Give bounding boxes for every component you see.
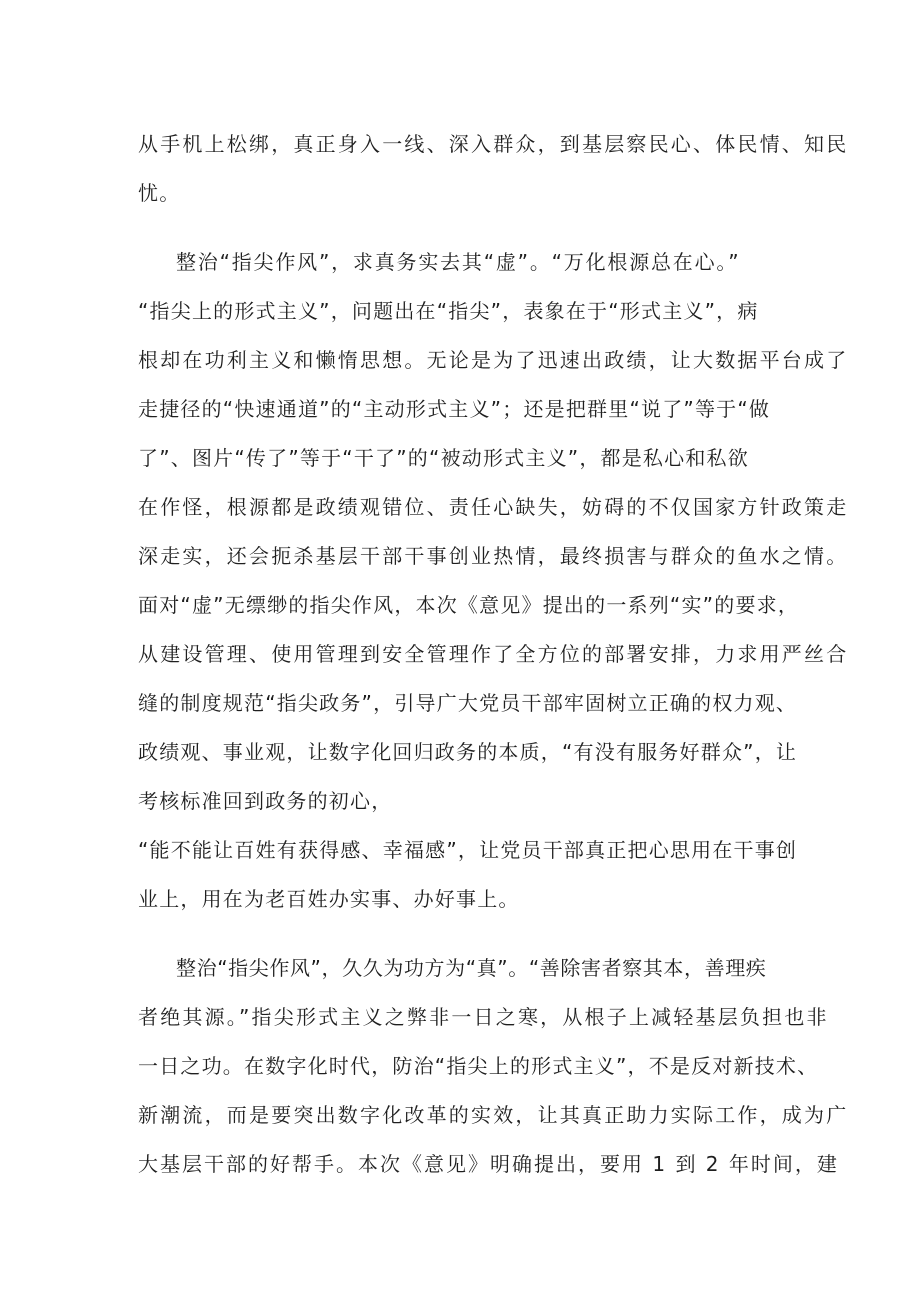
text-line-5: 根却在功利主义和懒惰思想。无论是为了迅速出政绩，让大数据平台成了	[138, 348, 849, 372]
text-line-6: 走捷径的“快速通道”的“主动形式主义”；还是把群里“说了”等于“做	[138, 397, 771, 421]
text-line-1: 从手机上松绑，真正身入一线、深入群众，到基层察民心、体民情、知民	[138, 132, 849, 156]
text-line-20: 新潮流，而是要突出数字化改革的实效，让其真正助力实际工作，成为广	[138, 1103, 849, 1127]
text-line-3: 整治“指尖作风”，求真务实去其“虚”。“万化根源总在心。”	[176, 250, 741, 274]
text-line-13: 政绩观、事业观，让数字化回归政务的本质，“有没有服务好群众”，让	[138, 740, 798, 764]
text-line-14: 考核标准回到政务的初心，	[138, 789, 393, 813]
text-line-15: “能不能让百姓有获得感、幸福感”，让党员干部真正把心思用在干事创	[138, 838, 798, 862]
text-line-9: 深走实，还会扼杀基层干部干事创业热情，最终损害与群众的鱼水之情。	[138, 544, 849, 568]
text-line-11: 从建设管理、使用管理到安全管理作了全方位的部署安排，力求用严丝合	[138, 642, 849, 666]
text-line-16: 业上，用在为老百姓办实事、办好事上。	[138, 887, 520, 911]
text-line-19: 一日之功。在数字化时代，防治“指尖上的形式主义”，不是反对新技术、	[138, 1054, 819, 1078]
text-line-4: “指尖上的形式主义”，问题出在“指尖”，表象在于“形式主义”，病	[138, 299, 759, 323]
text-line-7: 了”、图片“传了”等于“干了”的“被动形式主义”，都是私心和私欲	[138, 446, 749, 470]
text-line-10: 面对“虚”无缥缈的指尖作风，本次《意见》提出的一系列“实”的要求，	[138, 593, 800, 617]
text-line-12: 缝的制度规范“指尖政务”，引导广大党员干部牢固树立正确的权力观、	[138, 691, 798, 715]
text-line-21: 大基层干部的好帮手。本次《意见》明确提出，要用 1 到 2 年时间，建	[138, 1152, 839, 1176]
text-line-2: 忧。	[138, 181, 181, 205]
text-line-8: 在作怪，根源都是政绩观错位、责任心缺失，妨碍的不仅国家方针政策走	[138, 495, 849, 519]
text-line-18: 者绝其源。”指尖形式主义之弊非一日之寒，从根子上减轻基层负担也非	[138, 1005, 829, 1029]
text-line-17: 整治“指尖作风”，久久为功方为“真”。“善除害者察其本，善理疾	[176, 956, 767, 980]
